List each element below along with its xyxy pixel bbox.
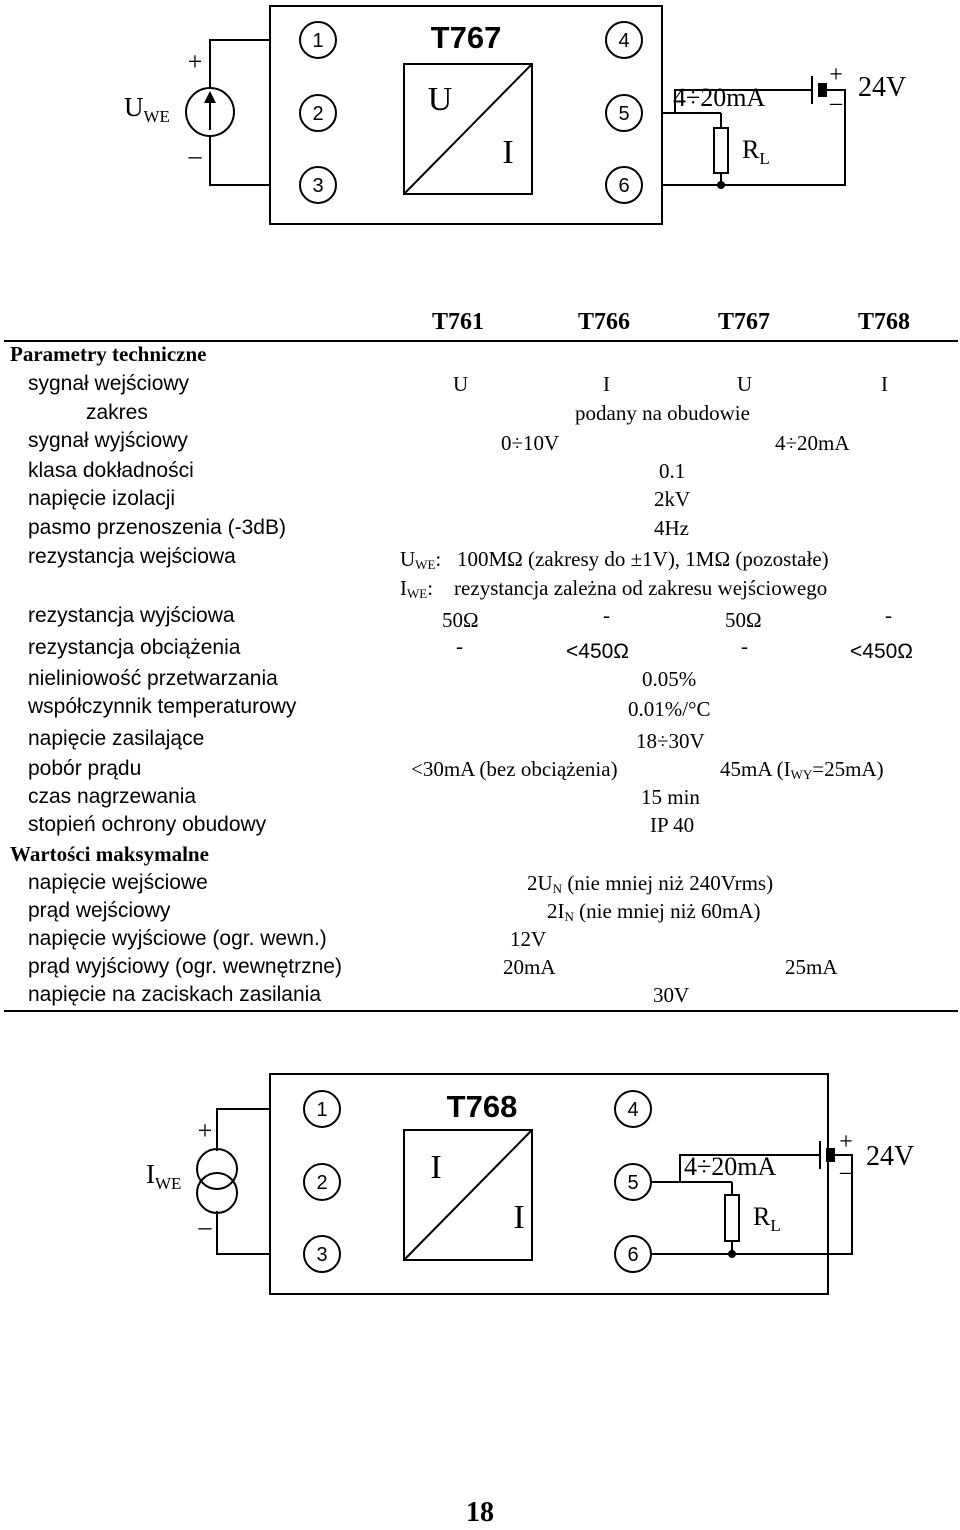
cell-max-output-current-a: 20mA [503,955,556,979]
cell-input-resistance-i: $I_{WE}$: rezystancja zależna od zakresu wejściowego [400,576,828,601]
row-label-load-resistance: rezystancja obciążenia [28,636,241,659]
svg-text:4: 4 [627,1099,639,1121]
cell-input-t766: I [603,372,610,396]
supply-minus: – [840,1159,852,1185]
output-wire-load [651,1241,732,1254]
cell-load-res-t767: - [741,634,748,658]
converter-diagonal [404,1130,532,1260]
converter-output-label: I [502,134,514,171]
cell-accuracy: 0.1 [659,459,686,483]
section-technical: Parametry techniczne [10,342,207,366]
row-label-supply-voltage: napięcie zasilające [28,727,205,750]
cell-max-output-voltage: 12V [510,927,547,951]
row-label-input-resistance: rezystancja wejściowa [28,545,236,568]
svg-text:3: 3 [316,1244,328,1266]
supply-plus: + [839,1129,853,1155]
cell-max-supply-voltage: 30V [653,983,690,1007]
pin-5 [615,1164,651,1200]
pin-4 [615,1091,651,1127]
cell-output-res-t761: 50Ω [442,608,479,632]
load-resistor-icon [725,1195,739,1241]
column-header-t761: T761 [432,309,485,335]
input-plus: + [187,47,203,76]
cell-input-t767: U [737,372,753,396]
cell-output-current: 4÷20mA [775,431,850,455]
svg-text:5: 5 [627,1172,639,1194]
cell-max-input-voltage: $2U_N$ (nie mniej niż 240Vrms) [527,871,774,896]
supply-voltage: 24V [866,1141,915,1172]
row-label-warmup: czas nagrzewania [28,785,197,808]
cell-input-t768: I [881,372,888,396]
cell-input-resistance-u: $U_{WE}$: 100MΩ (zakresy do ±1V), 1MΩ (pozostałe) [400,547,829,572]
row-label-output-signal: sygnał wyjściowy [28,429,188,452]
row-label-nonlinearity: nieliniowość przetwarzania [28,667,278,690]
supply-minus: – [830,90,842,116]
current-range-label: 4÷20mA [673,83,766,112]
cell-nonlinearity: 0.05% [642,667,697,691]
column-header-t767: T767 [718,309,771,335]
supply-plus: + [829,62,843,88]
row-label-isolation: napięcie izolacji [28,487,176,510]
cell-load-res-t766: <450Ω [566,640,629,663]
cell-range: podany na obudowie [575,401,750,425]
cell-load-res-t768: <450Ω [850,640,913,663]
cell-current-draw-b: 45mA $(I_{WY}=25mA)$ [720,757,884,782]
cell-output-voltage: 0÷10V [501,431,560,455]
row-label-max-input-current: prąd wejściowy [28,899,171,922]
pin-1 [304,1091,340,1127]
module-title: T767 [430,20,502,55]
row-label-protection: stopień ochrony obudowy [28,813,267,836]
cell-max-input-current: $2I_N$ (nie mniej niż 60mA) [547,899,761,924]
cell-output-res-t767: 50Ω [725,608,762,632]
row-label-bandwidth: pasmo przenoszenia (-3dB) [28,516,286,539]
input-wire-bottom [217,1211,270,1254]
load-label: $R_L$ [753,1202,781,1235]
row-label-current-draw: pobór prądu [28,757,142,780]
cell-input-t761: U [453,372,469,396]
svg-text:3: 3 [312,175,324,197]
cell-bandwidth: 4Hz [654,516,689,540]
pin-6 [615,1236,651,1272]
module-box [270,1074,828,1294]
t768-wiring-diagram [0,1065,960,1295]
input-plus: + [197,1116,213,1145]
row-label-temp-coeff: współczynnik temperaturowy [28,695,297,718]
cell-supply-voltage: 18÷30V [636,729,705,753]
row-label-accuracy: klasa dokładności [28,459,194,482]
module-title: T768 [446,1089,518,1124]
row-label-input-signal: sygnał wejściowy [28,372,190,395]
page-number: 18 [466,1497,494,1528]
cell-warmup: 15 min [641,785,700,809]
input-minus: – [198,1212,212,1241]
cell-output-res-t768: - [885,603,892,627]
cell-output-res-t766: - [603,603,610,627]
row-label-max-input-voltage: napięcie wejściowe [28,871,208,894]
svg-text:6: 6 [627,1244,639,1266]
column-header-t766: T766 [578,309,631,335]
table-bottom-rule [4,1010,958,1012]
junction-dot [728,1250,736,1258]
row-label-max-supply-voltage: napięcie na zaciskach zasilania [28,983,322,1006]
cell-current-draw-a: <30mA (bez obciążenia) [411,757,618,781]
converter-output-label: I [513,1199,525,1236]
svg-text:4: 4 [618,30,630,52]
row-label-range: zakres [86,401,148,424]
column-header-t768: T768 [858,309,911,335]
svg-text:5: 5 [618,103,630,125]
svg-text:1: 1 [312,30,324,52]
converter-input-label: I [430,1149,442,1186]
cell-load-res-t761: - [456,634,463,658]
converter-input-label: U [427,81,453,118]
svg-text:1: 1 [316,1099,328,1121]
row-label-output-resistance: rezystancja wyjściowa [28,604,235,627]
cell-temp-coeff: 0.01%/°C [628,697,711,721]
input-wire-top [217,1109,270,1151]
load-label: $R_L$ [742,135,770,168]
supply-voltage: 24V [858,72,907,103]
svg-text:2: 2 [312,103,324,125]
svg-text:6: 6 [618,175,630,197]
section-max-values: Wartości maksymalne [10,842,209,866]
pin-3 [304,1236,340,1272]
cell-protection: IP 40 [650,813,695,837]
cell-isolation: 2kV [654,487,691,511]
input-label: $I_{WE}$ [146,1159,182,1193]
current-source-icon [197,1149,237,1213]
input-label: $U_{WE}$ [124,92,170,126]
current-range-label: 4÷20mA [684,1152,777,1181]
cell-max-output-current-b: 25mA [785,955,838,979]
row-label-max-output-current: prąd wyjściowy (ogr. wewnętrzne) [28,955,342,978]
input-minus: – [188,141,202,170]
row-label-max-output-voltage: napięcie wyjściowe (ogr. wewn.) [28,927,327,950]
svg-text:2: 2 [316,1172,328,1194]
pin-2 [304,1164,340,1200]
